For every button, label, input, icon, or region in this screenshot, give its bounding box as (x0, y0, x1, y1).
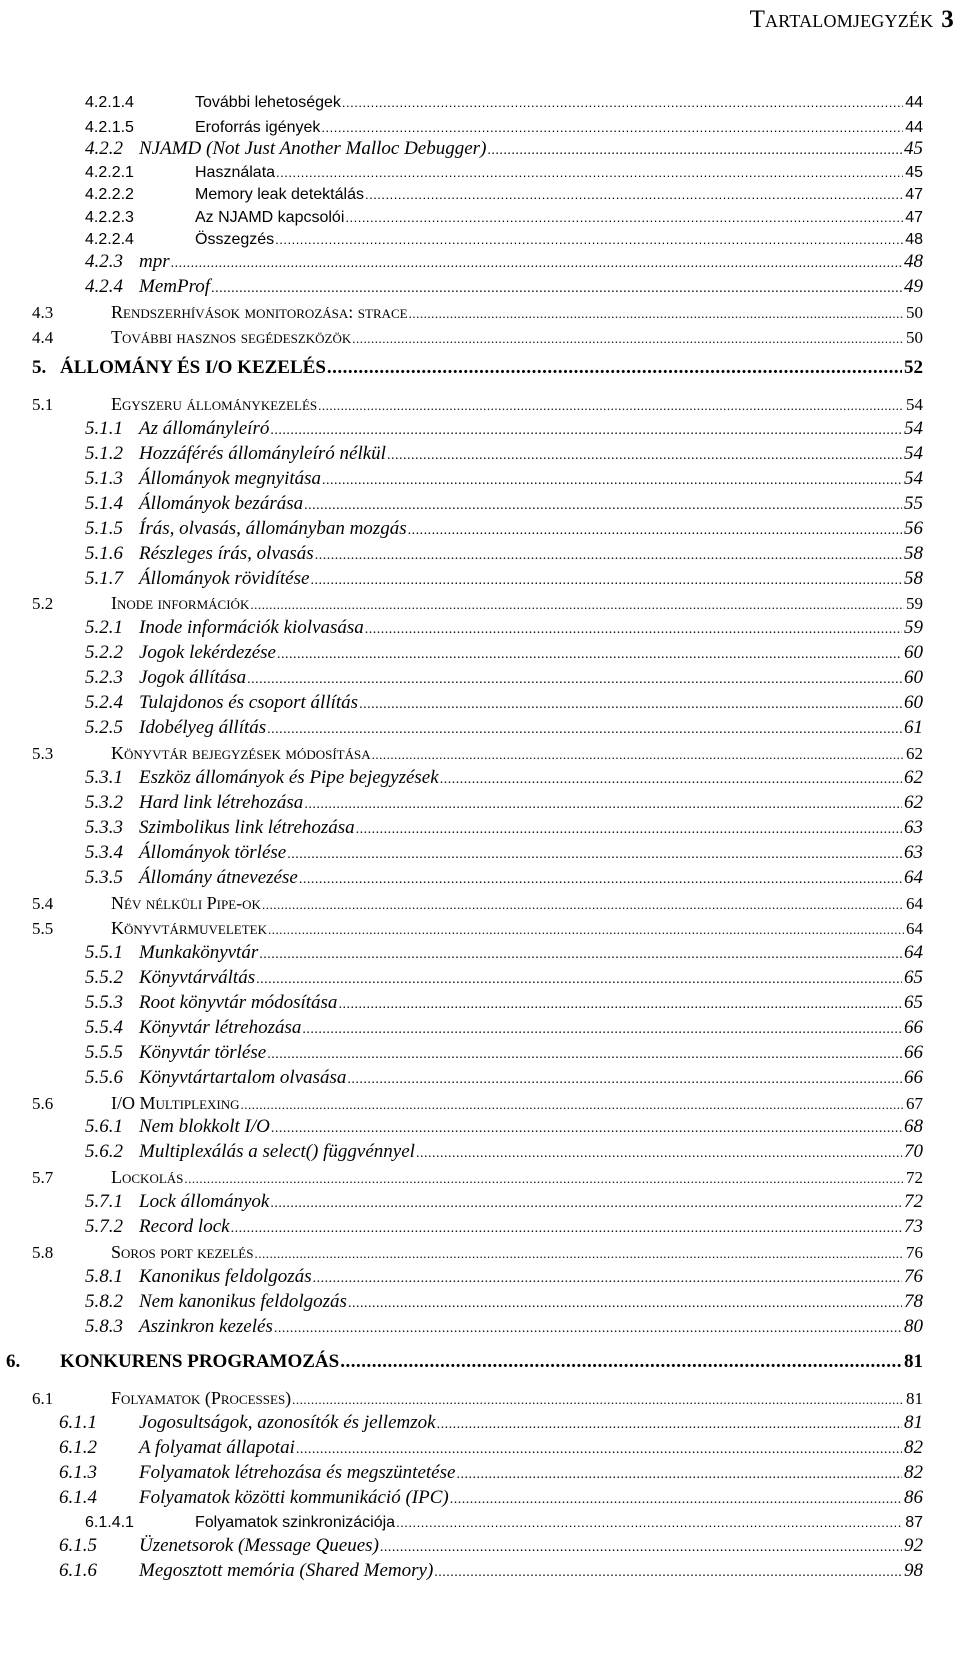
toc-entry[interactable] (0, 514, 923, 540)
toc-entry-number: 6.1.4 (59, 1487, 97, 1508)
dot-leader (296, 1437, 902, 1459)
dot-leader (359, 692, 902, 714)
toc-entry-title: KONKURENS PROGRAMOZÁS (60, 1351, 340, 1372)
toc-entry-page-number: 45 (904, 138, 923, 159)
toc-entry-number: 5.2.2 (85, 642, 123, 663)
toc-entry-number: 5.6.1 (85, 1116, 123, 1137)
dot-leader (318, 395, 904, 415)
toc-entry[interactable] (0, 353, 923, 379)
dot-leader (211, 276, 902, 298)
dot-leader (348, 1291, 902, 1313)
toc-entry-number: 5.3.1 (85, 767, 123, 788)
toc-entry-title: Jogosultságok, azonosítók és jellemzok (139, 1412, 436, 1433)
toc-entry[interactable] (0, 1013, 923, 1039)
dot-leader (347, 1067, 902, 1089)
toc-entry-page-number: 56 (904, 518, 923, 539)
dot-leader (274, 1316, 902, 1338)
toc-entry[interactable] (0, 297, 923, 323)
dot-leader (352, 328, 904, 348)
toc-entry-page-number: 70 (904, 1141, 923, 1162)
toc-entry-page-number: 66 (904, 1042, 923, 1063)
toc-entry-page-number: 45 (905, 164, 923, 181)
toc-entry-title: A folyamat állapotai (139, 1437, 295, 1458)
toc-entry-number: 5.5 (32, 919, 54, 938)
toc-entry-title: Aszinkron kezelés (139, 1316, 273, 1337)
toc-entry-number: 5.8.3 (85, 1316, 123, 1337)
toc-entry-number: 5.7 (32, 1168, 54, 1187)
toc-entry[interactable] (0, 1408, 923, 1434)
toc-entry-number: 5.5.2 (85, 967, 123, 988)
dot-leader (437, 1412, 902, 1434)
toc-entry[interactable] (0, 1212, 923, 1238)
toc-entry[interactable] (0, 1237, 923, 1263)
toc-entry-page-number: 64 (906, 894, 923, 913)
toc-entry-page-number: 92 (904, 1535, 923, 1556)
toc-entry-page-number: 65 (904, 992, 923, 1013)
toc-entry-title: Folyamatok szinkronizációja (195, 1514, 396, 1531)
toc-entry-number: 5.2 (32, 594, 54, 613)
toc-entry-number: 5.6 (32, 1094, 54, 1113)
toc-entry[interactable] (0, 1458, 923, 1484)
toc-entry-page-number: 81 (904, 1412, 923, 1433)
toc-entry-title: MemProf (139, 276, 211, 297)
toc-entry-page-number: 80 (904, 1316, 923, 1337)
toc-entry-number: 5.3.2 (85, 792, 123, 813)
toc-entry[interactable] (0, 888, 923, 914)
toc-entry-number: 4.2.2 (85, 138, 123, 159)
toc-entry[interactable] (0, 414, 923, 440)
dot-leader (262, 894, 904, 914)
toc-entry-title: Az állományleíró (139, 418, 270, 439)
toc-entry-number: 4.2.1.5 (85, 119, 134, 136)
toc-entry-number: 4.2.2.3 (85, 209, 134, 226)
toc-entry-title: Eszköz állományok és Pipe bejegyzések (139, 767, 439, 788)
toc-entry-title: Rendszerhívások monitorozása: strace (111, 302, 408, 322)
toc-entry-title: Memory leak detektálás (195, 186, 364, 203)
toc-entry-page-number: 81 (906, 1389, 923, 1408)
toc-entry[interactable] (0, 1112, 923, 1138)
toc-entry-page-number: 48 (905, 231, 923, 248)
toc-entry-number: 5.5.3 (85, 992, 123, 1013)
toc-entry-page-number: 50 (906, 328, 923, 347)
toc-entry[interactable] (0, 688, 923, 714)
toc-entry-page-number: 59 (904, 617, 923, 638)
toc-entry[interactable] (0, 1506, 923, 1532)
toc-entry[interactable] (0, 713, 923, 739)
toc-entry-title: Jogok lekérdezése (139, 642, 276, 663)
toc-entry-number: 5.1.6 (85, 543, 123, 564)
dot-leader (268, 919, 904, 939)
dot-leader (271, 1116, 902, 1138)
toc-entry-page-number: 54 (904, 418, 923, 439)
toc-entry[interactable] (0, 539, 923, 565)
toc-entry-number: 6.1.5 (59, 1535, 97, 1556)
toc-entry-title: Nem blokkolt I/O (139, 1116, 270, 1137)
toc-entry-page-number: 68 (904, 1116, 923, 1137)
toc-entry-title: Soros port kezelés (111, 1242, 254, 1262)
toc-entry[interactable] (0, 838, 923, 864)
dot-leader (456, 1462, 902, 1484)
dot-leader (310, 568, 902, 590)
toc-entry-page-number: 62 (904, 767, 923, 788)
toc-entry-number: 5.5.1 (85, 942, 123, 963)
toc-entry-number: 5.2.1 (85, 617, 123, 638)
toc-entry[interactable] (0, 788, 923, 814)
toc-entry-title: Könyvtártartalom olvasása (139, 1067, 347, 1088)
toc-entry-page-number: 58 (904, 568, 923, 589)
toc-entry-title: Root könyvtár módosítása (139, 992, 338, 1013)
dot-leader (287, 842, 902, 864)
toc-entry-title: Kanonikus feldolgozás (139, 1266, 312, 1287)
toc-entry-title: Állományok megnyitása (139, 468, 322, 489)
toc-entry-page-number: 44 (905, 94, 923, 111)
toc-entry-number: 5.1.5 (85, 518, 123, 539)
toc-entry-title: Inode információk (111, 593, 250, 613)
toc-entry-number: 5.1 (32, 395, 54, 414)
toc-entry-title: Hard link létrehozása (139, 792, 304, 813)
dot-leader (434, 1560, 902, 1582)
toc-entry-page-number: 63 (904, 817, 923, 838)
dot-leader (387, 443, 902, 465)
toc-entry-title: Állományok bezárása (139, 493, 304, 514)
toc-entry[interactable] (0, 988, 923, 1014)
toc-entry-title: Lockolás (111, 1167, 184, 1187)
dot-leader (365, 617, 902, 639)
toc-entry-title: Könyvtár törlése (139, 1042, 267, 1063)
toc-entry-number: 6.1.4.1 (85, 1514, 134, 1531)
toc-entry-page-number: 54 (904, 443, 923, 464)
dot-leader (184, 1168, 904, 1188)
toc-entry[interactable] (0, 1312, 923, 1338)
dot-leader (259, 942, 902, 964)
toc-entry-page-number: 62 (906, 744, 923, 763)
toc-entry-page-number: 65 (904, 967, 923, 988)
toc-entry-page-number: 82 (904, 1462, 923, 1483)
toc-entry[interactable] (0, 223, 923, 249)
toc-entry[interactable] (0, 1162, 923, 1188)
dot-leader (372, 744, 904, 764)
toc-entry[interactable] (0, 613, 923, 639)
toc-entry[interactable] (0, 564, 923, 590)
toc-entry[interactable] (0, 439, 923, 465)
toc-entry-title: Folyamatok közötti kommunikáció (IPC) (139, 1487, 449, 1508)
toc-entry[interactable] (0, 1287, 923, 1313)
toc-entry[interactable] (0, 813, 923, 839)
toc-entry-page-number: 66 (904, 1017, 923, 1038)
toc-entry[interactable] (0, 322, 923, 348)
toc-entry-title: Idobélyeg állítás (139, 717, 267, 738)
toc-entry-page-number: 55 (904, 493, 923, 514)
toc-entry-number: 4.3 (32, 303, 54, 322)
toc-entry-number: 4.2.2.1 (85, 164, 134, 181)
dot-leader (231, 1216, 902, 1238)
toc-entry[interactable] (0, 1433, 923, 1459)
toc-entry-page-number: 63 (904, 842, 923, 863)
toc-entry-page-number: 72 (904, 1191, 923, 1212)
toc-entry[interactable] (0, 1187, 923, 1213)
dot-leader (247, 667, 902, 689)
toc-entry-title: Jogok állítása (139, 667, 247, 688)
toc-entry-number: 5.3.3 (85, 817, 123, 838)
toc-entry-page-number: 64 (904, 942, 923, 963)
running-header (750, 6, 954, 38)
toc-entry-title: Állomány átnevezése (139, 867, 298, 888)
toc-entry[interactable] (0, 738, 923, 764)
toc-entry-page-number: 47 (905, 209, 923, 226)
toc-entry-page-number: 72 (906, 1168, 923, 1187)
toc-entry-number: 4.2.2.2 (85, 186, 134, 203)
toc-entry[interactable] (0, 938, 923, 964)
dot-leader (356, 817, 902, 839)
dot-leader (342, 94, 903, 112)
toc-entry-number: 5.1.3 (85, 468, 123, 489)
toc-entry-page-number: 62 (904, 792, 923, 813)
toc-entry-number: 6.1.2 (59, 1437, 97, 1458)
toc-entry-title: NJAMD (Not Just Another Malloc Debugger) (139, 138, 487, 159)
toc-entry-title: Record lock (139, 1216, 230, 1237)
toc-entry-title: Név nélküli Pipe-ok (111, 893, 261, 913)
dot-leader (322, 468, 902, 490)
dot-leader (277, 642, 902, 664)
toc-entry-number: 5.1.1 (85, 418, 123, 439)
toc-entry-title: Állományok törlése (139, 842, 287, 863)
toc-entry-number: 5.1.4 (85, 493, 123, 514)
toc-entry-title: Az NJAMD kapcsolói (195, 209, 345, 226)
dot-leader (267, 717, 902, 739)
toc-entry[interactable] (0, 1262, 923, 1288)
toc-entry-number: 6.1.3 (59, 1462, 97, 1483)
toc-entry-page-number: 64 (904, 867, 923, 888)
toc-entry-page-number: 54 (906, 395, 923, 414)
toc-entry-page-number: 87 (905, 1514, 923, 1531)
toc-entry-title: Multiplexálás a select() függvénnyel (139, 1141, 415, 1162)
dot-leader (254, 1243, 904, 1263)
toc-entry-title: Tulajdonos és csoport állítás (139, 692, 359, 713)
toc-entry-title: Könyvtár létrehozása (139, 1017, 302, 1038)
toc-entry[interactable] (0, 464, 923, 490)
toc-entry-number: 5.7.1 (85, 1191, 123, 1212)
toc-entry-title: Munkakönyvtár (139, 942, 259, 963)
toc-entry-number: 5.2.4 (85, 692, 123, 713)
toc-entry[interactable] (0, 86, 923, 112)
toc-entry-page-number: 98 (904, 1560, 923, 1581)
toc-entry-title: Megosztott memória (Shared Memory) (139, 1560, 434, 1581)
toc-entry-page-number: 67 (906, 1094, 923, 1113)
toc-entry[interactable] (0, 1383, 923, 1409)
toc-entry-title: Folyamatok létrehozása és megszüntetése (139, 1462, 456, 1483)
toc-entry-number: 4.4 (32, 328, 54, 347)
toc-entry-title: További lehetoségek (195, 94, 341, 111)
toc-entry-number: 5.1.7 (85, 568, 123, 589)
dot-leader (440, 767, 902, 789)
toc-entry-number: 5.8.1 (85, 1266, 123, 1287)
toc-entry[interactable] (0, 1531, 923, 1557)
toc-entry-number: 5.1.2 (85, 443, 123, 464)
toc-entry-page-number: 49 (904, 276, 923, 297)
toc-entry-number: 6.1.1 (59, 1412, 97, 1433)
toc-entry-title: Szimbolikus link létrehozása (139, 817, 355, 838)
toc-entry-page-number: 73 (904, 1216, 923, 1237)
toc-entry-number: 5.2.3 (85, 667, 123, 688)
toc-entry[interactable] (0, 588, 923, 614)
dot-leader (241, 1094, 904, 1114)
toc-entry-page-number: 81 (904, 1351, 923, 1372)
toc-entry[interactable] (0, 638, 923, 664)
toc-entry-page-number: 60 (904, 692, 923, 713)
toc-entry-title: Összegzés (195, 231, 275, 248)
dot-leader (408, 518, 902, 540)
dot-leader (313, 1266, 902, 1288)
toc-entry-title: Részleges írás, olvasás (139, 543, 314, 564)
toc-entry-title: Folyamatok (Processes) (111, 1388, 292, 1408)
toc-entry-number: 4.2.4 (85, 276, 123, 297)
dot-leader (302, 1017, 902, 1039)
toc-entry-title: Inode információk kiolvasása (139, 617, 364, 638)
dot-leader (250, 594, 904, 614)
dot-leader (396, 1514, 903, 1532)
dot-leader (299, 867, 902, 889)
toc-entry-page-number: 78 (904, 1291, 923, 1312)
toc-entry-number: 4.2.1.4 (85, 94, 134, 111)
toc-entry-title: Egyszeru állománykezelés (111, 394, 318, 414)
dot-leader (416, 1141, 902, 1163)
toc-entry-title: Üzenetsorok (Message Queues) (139, 1535, 379, 1556)
toc-entry-page-number: 86 (904, 1487, 923, 1508)
toc-entry-number: 5.7.2 (85, 1216, 123, 1237)
toc-entry[interactable] (0, 1347, 923, 1373)
toc-entry-number: 5.3.5 (85, 867, 123, 888)
toc-entry-number: 4.2.2.4 (85, 231, 134, 248)
toc-entry-page-number: 61 (904, 717, 923, 738)
toc-entry-number: 5.5.6 (85, 1067, 123, 1088)
toc-entry-title: Hozzáférés állományleíró nélkül (139, 443, 386, 464)
toc-entry-number: 6. (6, 1351, 21, 1372)
toc-entry-page-number: 64 (906, 919, 923, 938)
toc-entry[interactable] (0, 272, 923, 298)
toc-entry[interactable] (0, 1556, 923, 1582)
toc-entry-number: 5.8 (32, 1243, 54, 1262)
dot-leader (292, 1389, 904, 1409)
toc-entry-page-number: 47 (905, 186, 923, 203)
toc-entry-number: 5.8.2 (85, 1291, 123, 1312)
toc-entry[interactable] (0, 489, 923, 515)
dot-leader (256, 967, 902, 989)
toc-entry-number: 6.1 (32, 1389, 54, 1408)
toc-entry[interactable] (0, 1137, 923, 1163)
toc-entry-page-number: 59 (906, 594, 923, 613)
toc-entry-number: 5.3 (32, 744, 54, 763)
running-header-page-number: 3 (941, 6, 954, 33)
toc-entry[interactable] (0, 863, 923, 889)
toc-entry-title: Eroforrás igények (195, 119, 321, 136)
dot-leader (327, 357, 902, 379)
toc-entry-page-number: 60 (904, 642, 923, 663)
toc-entry-page-number: 52 (904, 357, 923, 378)
dot-leader (270, 1191, 902, 1213)
toc-entry-title: Használata (195, 164, 276, 181)
toc-entry-number: 5.2.5 (85, 717, 123, 738)
toc-entry-page-number: 58 (904, 543, 923, 564)
toc-entry-number: 5.5.4 (85, 1017, 123, 1038)
toc-entry[interactable] (0, 663, 923, 689)
toc-entry-number: 5. (32, 357, 47, 378)
dot-leader (409, 303, 904, 323)
toc-entry-title: Könyvtár bejegyzések módosítása (111, 743, 371, 763)
toc-entry-title: Könyvtármuveletek (111, 918, 267, 938)
toc-entry-title: I/O Multiplexing (111, 1093, 240, 1113)
toc-entry-title: Állományok rövidítése (139, 568, 310, 589)
toc-entry-title: Könyvtárváltás (139, 967, 256, 988)
running-header-title: Tartalomjegyzék (749, 6, 934, 33)
dot-leader (270, 418, 902, 440)
toc-entry-number: 5.3.4 (85, 842, 123, 863)
toc-entry-page-number: 44 (905, 119, 923, 136)
toc-entry-page-number: 66 (904, 1067, 923, 1088)
toc-entry-page-number: 54 (904, 468, 923, 489)
dot-leader (267, 1042, 902, 1064)
dot-leader (304, 792, 902, 814)
toc-entry-page-number: 60 (904, 667, 923, 688)
toc-entry-number: 5.6.2 (85, 1141, 123, 1162)
toc-entry-page-number: 82 (904, 1437, 923, 1458)
dot-leader (380, 1535, 902, 1557)
dot-leader (340, 1351, 902, 1373)
toc-entry[interactable] (0, 913, 923, 939)
toc-entry-number: 4.2.3 (85, 251, 123, 272)
toc-entry-page-number: 76 (906, 1243, 923, 1262)
toc-entry-title: ÁLLOMÁNY ÉS I/O KEZELÉS (60, 357, 326, 378)
dot-leader (315, 543, 902, 565)
toc-entry-number: 5.5.5 (85, 1042, 123, 1063)
toc-entry-page-number: 50 (906, 303, 923, 322)
toc-entry-page-number: 76 (904, 1266, 923, 1287)
toc-entry-title: mpr (139, 251, 170, 272)
toc-entry-title: Írás, olvasás, állományban mozgás (139, 518, 407, 539)
dot-leader (171, 251, 902, 273)
toc-entry-title: További hasznos segédeszközök (111, 327, 352, 347)
toc-entry-number: 5.4 (32, 894, 54, 913)
toc-entry-page-number: 48 (904, 251, 923, 272)
toc-entry[interactable] (0, 1088, 923, 1114)
toc-entry-title: Nem kanonikus feldolgozás (139, 1291, 347, 1312)
toc-entry-number: 6.1.6 (59, 1560, 97, 1581)
dot-leader (304, 493, 902, 515)
toc-entry[interactable] (0, 963, 923, 989)
toc-entry[interactable] (0, 389, 923, 415)
toc-entry[interactable] (0, 247, 923, 273)
dot-leader (338, 992, 902, 1014)
toc-entry[interactable] (0, 1063, 923, 1089)
toc-entry-title: Lock állományok (139, 1191, 270, 1212)
toc-entry[interactable] (0, 763, 923, 789)
toc-entry[interactable] (0, 1038, 923, 1064)
